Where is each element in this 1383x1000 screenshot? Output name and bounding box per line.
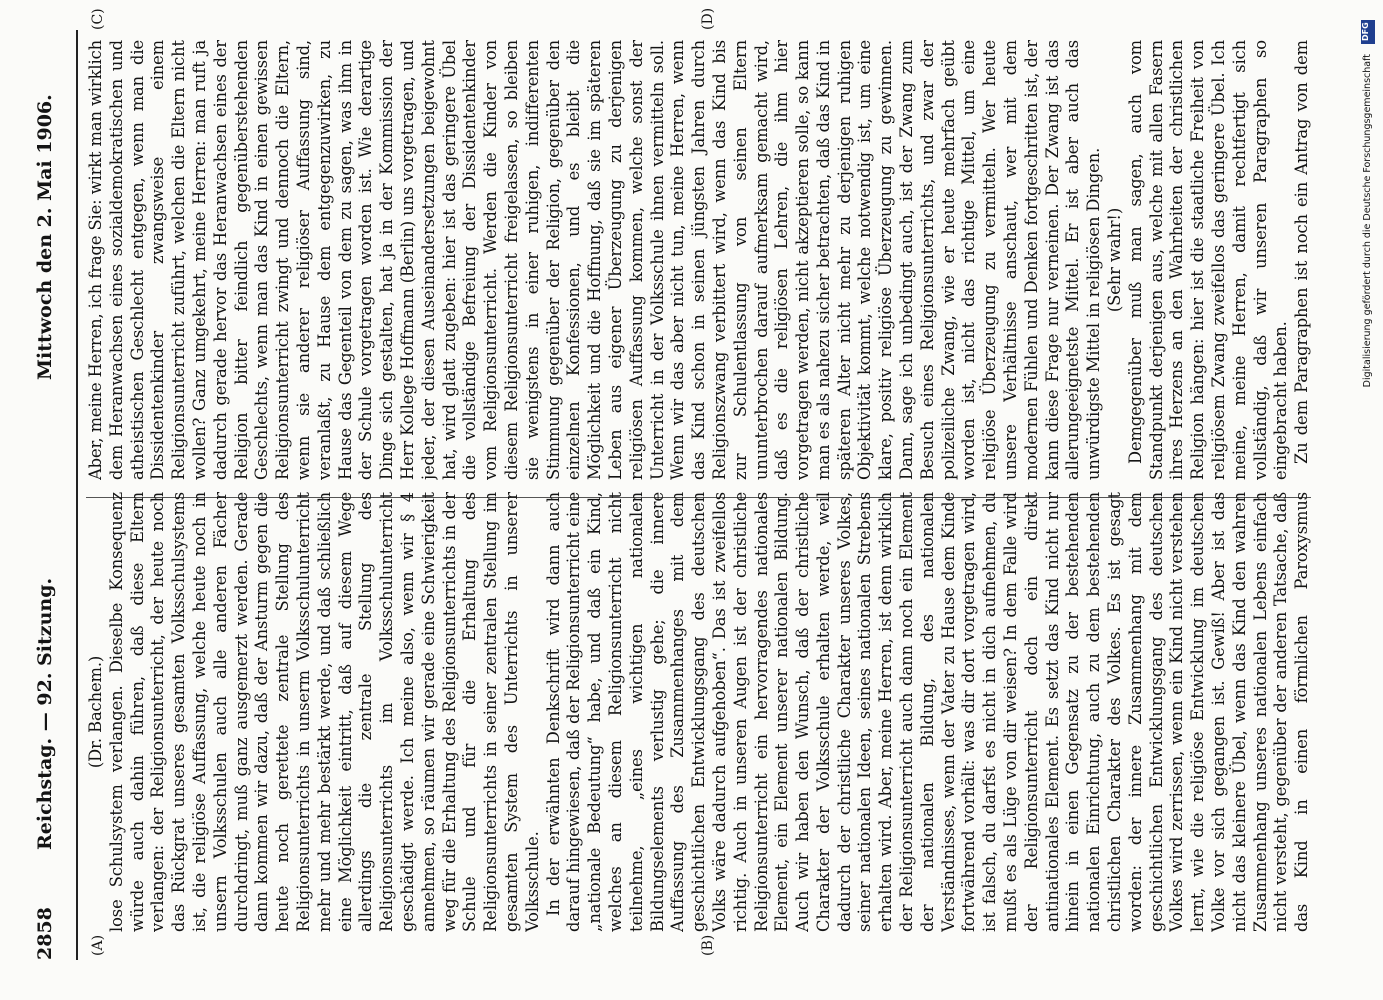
margin-letter-d: (D)	[700, 7, 716, 30]
header-rule	[76, 30, 78, 960]
paragraph: Zu dem Paragraphen ist noch ein Antrag von dem	[1292, 40, 1311, 464]
header-right-title: Mittwoch den 2. Mai 1906.	[34, 94, 56, 380]
paragraph: Demgegenüber muß man sagen, auch vom Standpunkt derjenigen aus, welche mit allen Fasern ihres Herzens an den Wahrheiten der christlichen Religion hängen: hier ist die staatliche Freiheit von religiösem Zwang zweifellos das geringere Übel. Ich meine, meine Herren, damit rechtfertigt sich vollständig, daß wir unseren Paragraphen so eingebracht haben.	[1125, 40, 1291, 480]
paragraph: lose Schulsystem verlangen. Dieselbe Konsequenz würde auch dahin führen, daß diese Eltern verlangen: der Religionsunterricht, der heute noch das Rückgrat unseres gesamten Volksschulsystems ist, die religiöse Auffassung, welche heute noch in unsern Volksschulen auch alle anderen Fächer durchdringt, muß ganz ausgemerzt werden. Gerade dann kommen wir dazu, daß der Ansturm gegen die heute noch gerettete zentrale Stellung des Religionsunterrichts in unserm Volksschulunterricht mehr und mehr bestärkt werde, und daß schließlich eine Möglichkeit eintritt, daß auf diesem Wege allerdings die zentrale Stellung des Religionsunterrichts im Volksschulunterricht geschädigt werde. Ich meine also, wenn wir § 4 annehmen, so räumen wir gerade eine Schwierigkeit weg für die Erhaltung des Religionsunterrichts in der Schule und für die Erhaltung des Religionsunterrichts in seiner zentralen Stellung im gesamten System des Unterrichts in unserer Volksschule.	[106, 492, 542, 932]
paragraph: Aber, meine Herren, ich frage Sie: wirkt man wirklich dem Heranwachsen eines sozialdemokratischen und atheistischen Geschlecht entgegen, wenn man die Dissidentenkinder zwangsweise einem Religionsunterricht zuführt, welchen die Eltern nicht wollen? Ganz umgekehrt, meine Herren: man ruft ja dadurch gerade hervor das Heranwachsen eines der Religion bitter feindlich gegenüberstehenden Geschlechts, wenn man das Kind in einen gewissen Religionsunterricht zwingt und dennoch die Eltern, wenn sie anderer religiöser Auffassung sind, veranlaßt, zu Hause dem entgegenzuwirken, zu Hause das Gegenteil von dem zu sagen, was ihm in der Schule vorgetragen worden ist. Wie derartige Dinge sich gestalten, hat ja in der Kommission der Herr Kollege Hoffmann (Berlin) uns vorgetragen, und jeder, der diesen Auseinandersetzungen beigewohnt hat, wird glatt zugeben: hier ist das geringere Übel die vollständige Befreiung der Dissidentenkinder vom Religionsunterricht. Werden die Kinder von diesem Religionsunterricht freigelassen, so bleiben sie wenigstens in einer ruhigen, indifferenten Stimmung gegenüber der Religion, gegenüber den einzelnen Konfessionen, und es bleibt die Möglichkeit und die Hoffnung, daß sie im späteren Leben aus eigener Überzeugung zu derjenigen religiösen Auffassung kommen, welche sonst der Unterricht in der Volksschule ihnen vermitteln soll. Wenn wir das aber nicht tun, meine Herren, wenn das Kind schon in seinen jüngsten Jahren durch Religionszwang verbittert wird, wenn das Kind bis zur Schulentlassung von seinen Eltern ununterbrochen darauf aufmerksam gemacht wird, daß es die religiösen Lehren, die ihm hier vorgetragen werden, nicht akzeptieren solle, so kann man es als nahezu sicher betrachten, daß das Kind in späteren Alter nicht mehr zu derjenigen ruhigen Objektivität kommt, welche notwendig ist, um eine klare, positiv religiöse Überzeugung zu gewinnen. Dann, sage ich unbedingt auch, ist der Zwang zum Besuch eines Religionsunterrichts, und zwar der polizeiliche Zwang, wie er heute mehrfach geübt worden ist, nicht das richtige Mittel, um eine religiöse Überzeugung zu vermitteln. Wer heute unsere Verhältnisse anschaut, wer mit dem modernen Fühlen und Denken fortgeschritten ist, der kann diese Frage nur verneinen. Der Zwang ist das allerungeeignetste Mittel. Er ist aber auch das unwürdigste Mittel in religiösen Dingen.	[86, 40, 1104, 480]
speaker-tag: (Dr. Bachem.)	[86, 655, 105, 769]
digitization-sidebar	[1361, 20, 1377, 970]
text-column-left	[86, 492, 1311, 932]
applause-note: (Sehr wahr!)	[1105, 207, 1125, 313]
header-left-title: Reichstag. — 92. Sitzung.	[34, 577, 56, 850]
sidebar-credit-text: Digitalisierung gefördert durch die Deutsche Forschungsgemeinschaft	[1362, 54, 1373, 388]
page-number: 2858	[34, 907, 56, 960]
margin-letter-b: (B)	[700, 934, 716, 956]
page-header	[34, 30, 74, 960]
paragraph: In der erwähnten Denkschrift wird dann auch darauf hingewiesen, daß der Religionsunterricht eine „nationale Bedeutung“ habe, und daß ein Kind, welches an diesem Religionsunterricht nicht teilnehme, „eines wichtigen nationalen Bildungselements verlustig gehe; die innere Auffassung des Zusammenhanges mit dem geschichtlichen Entwicklungsgang des deutschen Volks wäre dadurch aufgehoben“. Das ist zweifellos richtig. Auch in unseren Augen ist der christliche Religionsunterricht ein hervorragendes nationales Element, ein Element unserer nationalen Bildung. Auch wir haben den Wunsch, daß der christliche Charakter der Volksschule erhalten werde, weil dadurch der christliche Charakter unseres Volkes, seiner nationalen Ideen, seines nationalen Strebens erhalten wird. Aber, meine Herren, ist denn wirklich der Religionsunterricht auch dann noch ein Element der nationalen Bildung, des nationalen Verständnisses, wenn der Vater zu Hause dem Kinde fortwährend vorhält: was dir dort vorgetragen wird, ist falsch, du darfst es nicht in dich aufnehmen, du mußt es als Lüge von dir weisen? In dem Falle wird der Religionsunterricht doch ein direkt antinationales Element. Es setzt das Kind nicht nur hinein in einen Gegensatz zu der bestehenden nationalen Einrichtung, auch zu dem bestehenden christlichen Charakter des Volkes. Es ist gesagt worden: der innere Zusammenhang mit dem geschichtlichen Entwicklungsgang des deutschen Volkes wird zerrissen, wenn ein Kind nicht verstehen lernt, wie die religiöse Entwicklung im deutschen Volke vor sich gegangen ist. Gewiß! Aber ist das nicht das kleinere Übel, wenn das Kind den wahren Zusammenhang unseres nationalen Lebens einfach nicht versteht, gegenüber der anderen Tatsache, daß das Kind in einen förmlichen Paroxysmus	[543, 492, 1311, 932]
text-column-right	[86, 40, 1311, 480]
margin-letter-c: (C)	[90, 8, 106, 30]
margin-letter-a: (A)	[90, 934, 106, 956]
dfg-logo: DFG	[1361, 20, 1375, 44]
